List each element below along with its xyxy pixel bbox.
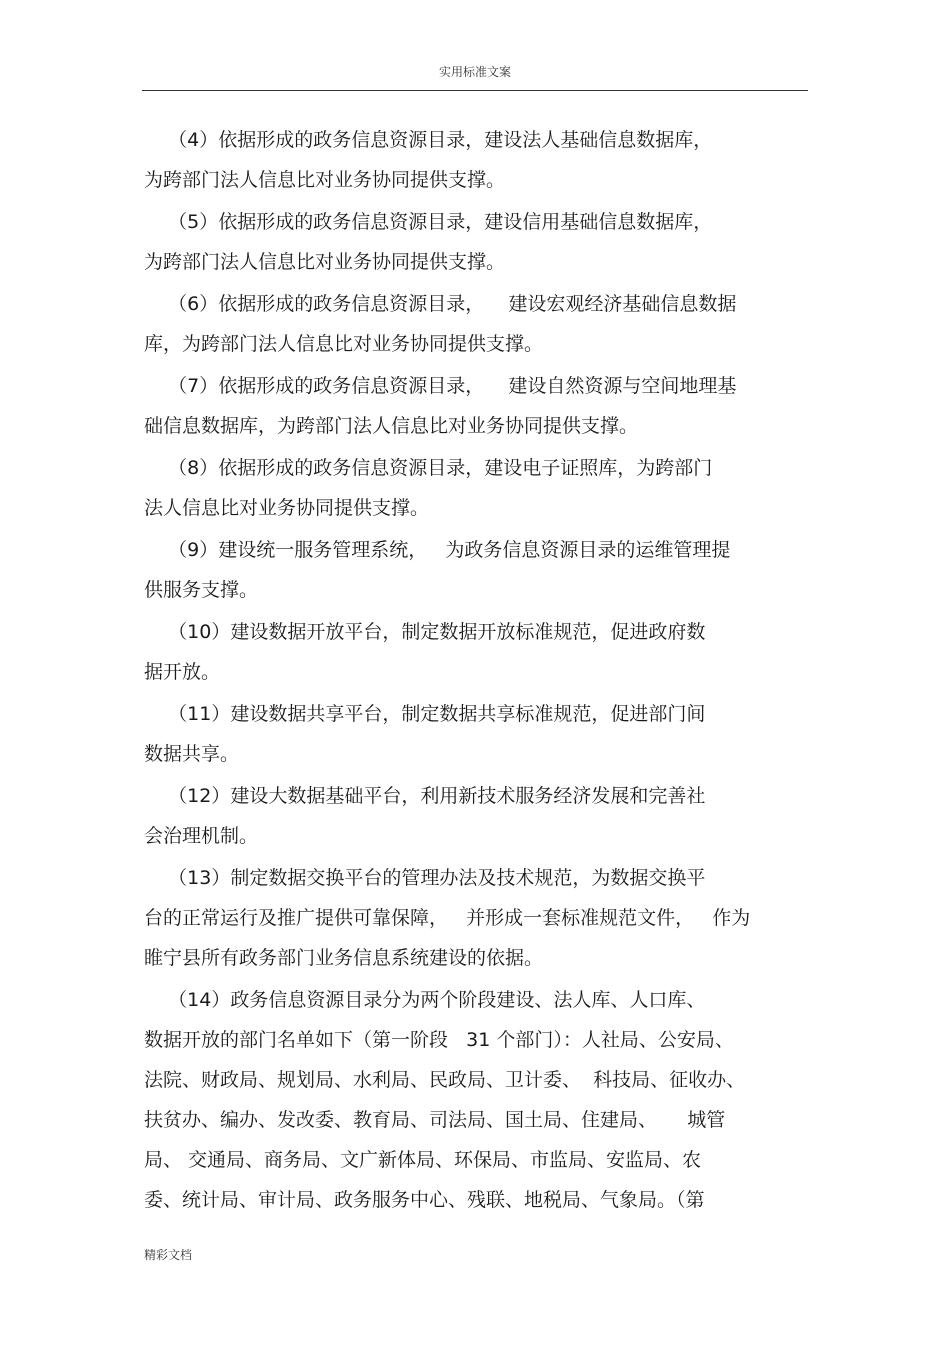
text-line: 扶贫办、编办、发改委、教育局、司法局、国土局、住建局、 城管 bbox=[144, 1109, 726, 1131]
text-line: 数据开放的部门名单如下（第一阶段 31 个部门）：人社局、公安局、 bbox=[144, 1029, 734, 1051]
text-line: 数据共享。 bbox=[144, 743, 240, 765]
paragraph-item-12 bbox=[144, 776, 810, 856]
text-line: （4）依据形成的政务信息资源目录，建设法人基础信息数据库， bbox=[144, 129, 713, 151]
paragraph-item-6 bbox=[144, 284, 810, 364]
paragraph-item-14 bbox=[144, 980, 810, 1220]
text-line: （7）依据形成的政务信息资源目录， 建设自然资源与空间地理基 bbox=[144, 375, 737, 397]
text-line: 委、统计局、审计局、政务服务中心、残联、地税局、气象局。（第 bbox=[144, 1189, 705, 1211]
text-line: 法院、财政局、规划局、水利局、民政局、卫计委、 科技局、征收办、 bbox=[144, 1069, 746, 1091]
paragraph-item-5 bbox=[144, 202, 810, 282]
text-line: （8）依据形成的政务信息资源目录，建设电子证照库，为跨部门 bbox=[144, 457, 713, 479]
text-line: 库，为跨部门法人信息比对业务协同提供支撑。 bbox=[144, 333, 544, 355]
text-line: （6）依据形成的政务信息资源目录， 建设宏观经济基础信息数据 bbox=[144, 293, 737, 315]
paragraph-item-8 bbox=[144, 448, 810, 528]
paragraph-item-9 bbox=[144, 530, 810, 610]
text-line: （11）建设数据共享平台，制定数据共享标准规范，促进部门间 bbox=[144, 703, 706, 725]
paragraph-item-13 bbox=[144, 858, 810, 978]
text-line: 为跨部门法人信息比对业务协同提供支撑。 bbox=[144, 169, 506, 191]
text-line: 局、 交通局、商务局、文广新体局、环保局、市监局、安监局、农 bbox=[144, 1149, 702, 1171]
text-line: 据开放。 bbox=[144, 661, 221, 683]
text-line: 础信息数据库，为跨部门法人信息比对业务协同提供支撑。 bbox=[144, 415, 639, 437]
document-body bbox=[144, 120, 810, 1222]
text-line: （5）依据形成的政务信息资源目录，建设信用基础信息数据库， bbox=[144, 211, 713, 233]
text-line: （13）制定数据交换平台的管理办法及技术规范，为数据交换平 bbox=[144, 867, 706, 889]
text-line: 供服务支撑。 bbox=[144, 579, 259, 601]
text-line: 睢宁县所有政务部门业务信息系统建设的依据。 bbox=[144, 947, 544, 969]
page-footer: 精彩文档 bbox=[144, 1248, 193, 1262]
text-line: （12）建设大数据基础平台，利用新技术服务经济发展和完善社 bbox=[144, 785, 706, 807]
text-line: 台的正常运行及推广提供可靠保障， 并形成一套标准规范文件， 作为 bbox=[144, 907, 751, 929]
paragraph-item-7 bbox=[144, 366, 810, 446]
paragraph-item-10 bbox=[144, 612, 810, 692]
text-line: 会治理机制。 bbox=[144, 825, 259, 847]
text-line: （9）建设统一服务管理系统， 为政务信息资源目录的运维管理提 bbox=[144, 539, 731, 561]
paragraph-item-4 bbox=[144, 120, 810, 200]
text-line: （14）政务信息资源目录分为两个阶段建设、法人库、人口库、 bbox=[144, 989, 706, 1011]
page-header: 实用标准文案 bbox=[438, 65, 511, 79]
text-line: 为跨部门法人信息比对业务协同提供支撑。 bbox=[144, 251, 506, 273]
header-divider bbox=[142, 90, 808, 91]
text-line: （10）建设数据开放平台，制定数据开放标准规范，促进政府数 bbox=[144, 621, 706, 643]
text-line: 法人信息比对业务协同提供支撑。 bbox=[144, 497, 430, 519]
paragraph-item-11 bbox=[144, 694, 810, 774]
